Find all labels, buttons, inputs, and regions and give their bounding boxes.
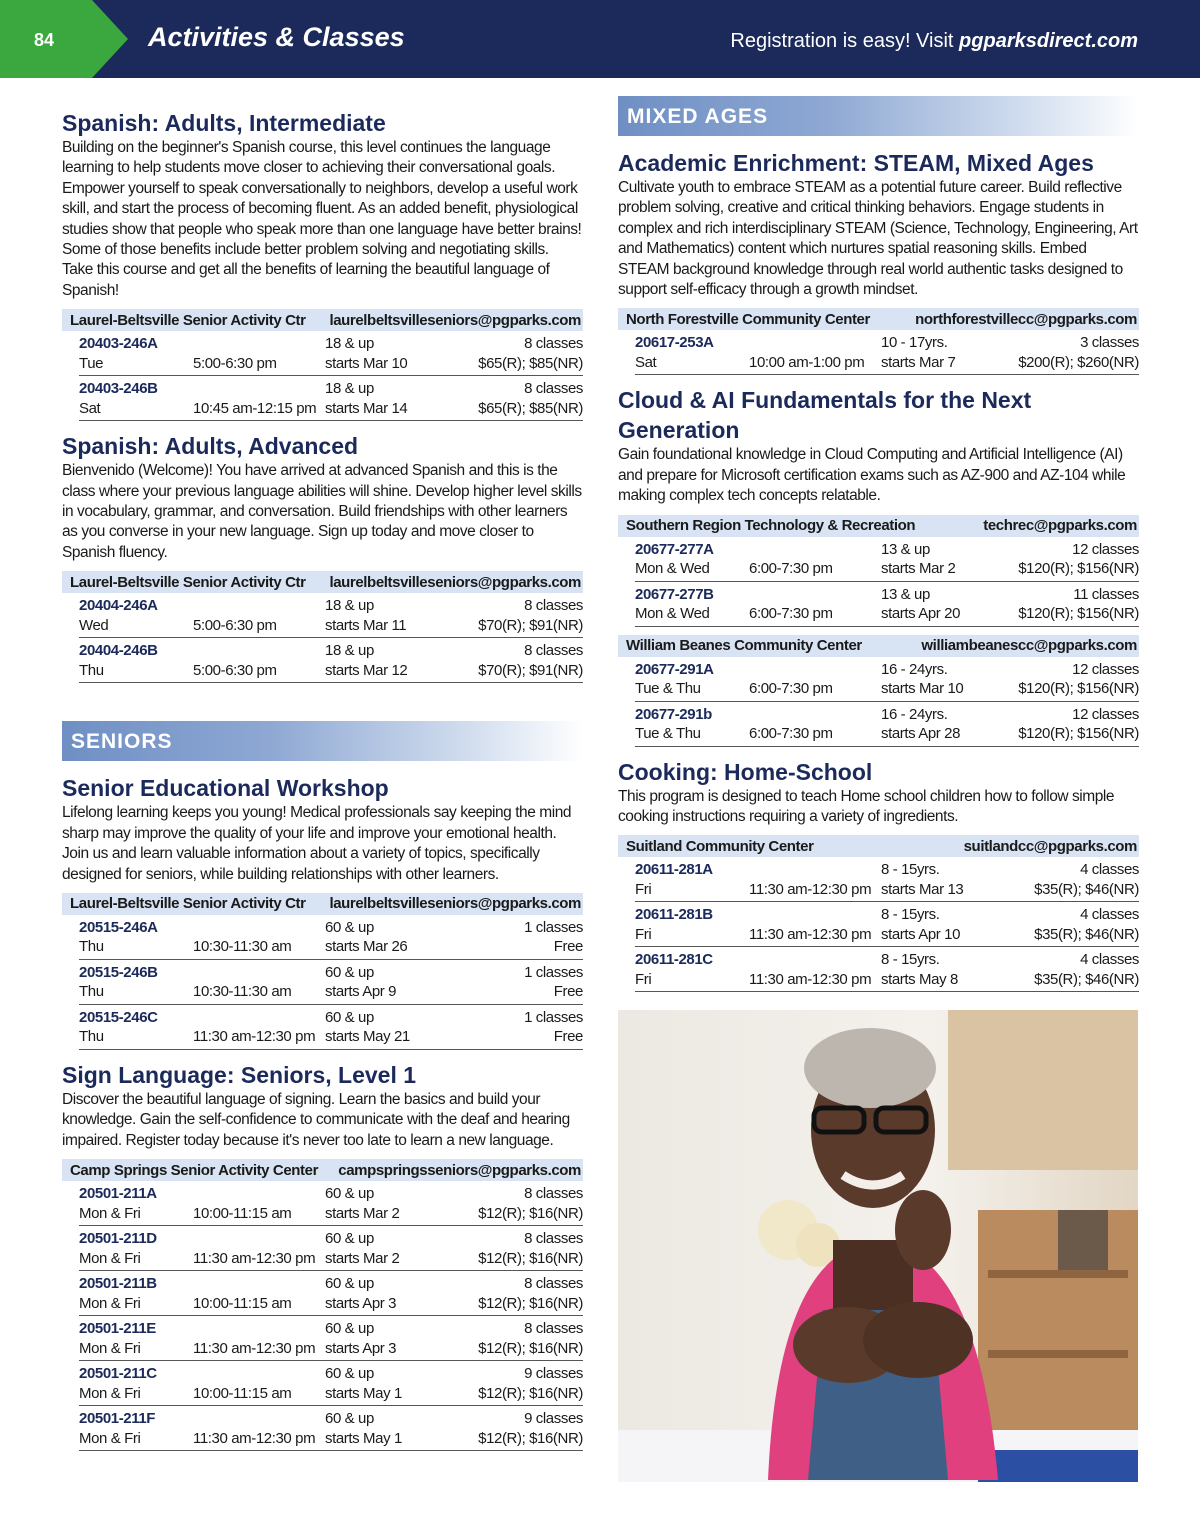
schedule-table [618, 515, 1139, 627]
schedule-row [79, 1226, 583, 1271]
table-header [618, 835, 1139, 857]
schedule-table [62, 1159, 583, 1451]
start-date: starts Mar 10 [325, 354, 408, 372]
course-steam [618, 148, 1139, 375]
class-time: 10:00-11:15 am [193, 1204, 292, 1222]
photo-illustration [618, 1010, 1138, 1482]
course-title: Spanish: Adults, Intermediate [62, 110, 386, 136]
class-fee: $12(R); $16(NR) [478, 1249, 583, 1267]
class-count: 8 classes [524, 1185, 583, 1203]
course-code[interactable]: 20404-246A [79, 597, 158, 615]
age-range: 18 & up [325, 380, 374, 398]
course-description: Cultivate youth to embrace STEAM as a potential future career. Build reflective problem solving, creative and critical thinking behaviors. Engage students in complex and rich interdisciplinary STEAM (Science, Technology, Engineering, Art and Mathematics) content which nurtures spatial reasoning skills. Embed STEAM background knowledge through real world authentic tasks designed to support self-efficacy through a growth mindset. [618, 179, 1138, 299]
schedule-row [635, 582, 1139, 627]
schedule-row [79, 331, 583, 376]
start-date: starts Apr 3 [325, 1294, 397, 1312]
class-time: 11:30 am-12:30 pm [193, 1339, 316, 1357]
schedule-row [79, 1316, 583, 1361]
table-header [62, 1159, 583, 1181]
class-count: 3 classes [1080, 334, 1139, 352]
class-fee: $70(R); $91(NR) [478, 616, 583, 634]
class-fee: $35(R); $46(NR) [1034, 880, 1139, 898]
start-date: starts Mar 11 [325, 616, 407, 634]
schedule-row [79, 1005, 583, 1050]
course-spanish-advanced [62, 431, 583, 683]
schedule-row [635, 537, 1139, 582]
start-date: starts Apr 20 [881, 605, 961, 623]
class-count: 12 classes [1072, 705, 1139, 723]
schedule-row [79, 1361, 583, 1406]
class-fee: $12(R); $16(NR) [478, 1384, 583, 1402]
right-column [618, 96, 1139, 992]
location-email[interactable]: williambeanescc@pgparks.com [921, 637, 1137, 655]
age-range: 13 & up [881, 540, 930, 558]
location-name: Suitland Community Center [626, 837, 814, 855]
class-day: Mon & Fri [79, 1294, 141, 1312]
age-range: 60 & up [325, 1230, 374, 1248]
age-range: 10 - 17yrs. [881, 334, 948, 352]
age-range: 16 - 24yrs. [881, 660, 948, 678]
section-band-seniors: SENIORS [62, 721, 583, 761]
schedule-row [79, 960, 583, 1005]
class-count: 1 classes [524, 918, 583, 936]
age-range: 8 - 15yrs. [881, 861, 940, 879]
age-range: 8 - 15yrs. [881, 906, 940, 924]
location-name: Southern Region Technology & Recreation [626, 517, 916, 535]
class-day: Mon & Fri [79, 1384, 141, 1402]
course-code[interactable]: 20515-246A [79, 918, 158, 936]
class-time: 10:30-11:30 am [193, 983, 292, 1001]
class-count: 8 classes [524, 1275, 583, 1293]
page-number: 84 [34, 30, 55, 50]
course-code[interactable]: 20515-246C [79, 1008, 158, 1026]
schedule-table [618, 835, 1139, 992]
class-time: 11:30 am-12:30 pm [193, 1249, 316, 1267]
class-fee: $12(R); $16(NR) [478, 1339, 583, 1357]
schedule-row [79, 1271, 583, 1316]
class-fee: $12(R); $16(NR) [478, 1204, 583, 1222]
class-day: Thu [79, 661, 104, 679]
course-code[interactable]: 20501-211C [79, 1365, 157, 1383]
location-email[interactable]: laurelbeltsvilleseniors@pgparks.com [329, 573, 581, 591]
class-count: 4 classes [1080, 906, 1139, 924]
table-header [618, 308, 1139, 330]
location-email[interactable]: techrec@pgparks.com [983, 517, 1137, 535]
age-range: 18 & up [325, 597, 374, 615]
class-count: 4 classes [1080, 951, 1139, 969]
class-day: Thu [79, 938, 104, 956]
schedule-row [79, 1181, 583, 1226]
course-code[interactable]: 20677-277B [635, 585, 714, 603]
start-date: starts May 8 [881, 970, 958, 988]
age-range: 60 & up [325, 1275, 374, 1293]
course-code[interactable]: 20404-246B [79, 642, 158, 660]
location-name: Laurel-Beltsville Senior Activity Ctr [70, 573, 306, 591]
table-header [618, 515, 1139, 537]
class-count: 8 classes [524, 597, 583, 615]
class-day: Fri [635, 970, 652, 988]
class-count: 8 classes [524, 335, 583, 353]
age-range: 60 & up [325, 1410, 374, 1428]
class-day: Tue & Thu [635, 725, 701, 743]
start-date: starts Mar 26 [325, 938, 408, 956]
class-count: 8 classes [524, 642, 583, 660]
class-time: 6:00-7:30 pm [749, 560, 833, 578]
class-day: Tue [79, 354, 104, 372]
class-fee: $12(R); $16(NR) [478, 1294, 583, 1312]
class-count: 8 classes [524, 1320, 583, 1338]
start-date: starts Mar 7 [881, 353, 956, 371]
class-count: 1 classes [524, 1008, 583, 1026]
start-date: starts Apr 3 [325, 1339, 397, 1357]
course-code[interactable]: 20501-211D [79, 1230, 157, 1248]
course-code[interactable]: 20501-211A [79, 1185, 157, 1203]
course-sign-language [62, 1060, 583, 1451]
class-time: 6:00-7:30 pm [749, 725, 833, 743]
class-time: 11:30 am-12:30 pm [749, 880, 872, 898]
table-header [62, 571, 583, 593]
start-date: starts Mar 14 [325, 399, 408, 417]
photo-woman-signing [618, 1010, 1138, 1482]
location-email[interactable]: campspringsseniors@pgparks.com [338, 1161, 581, 1179]
class-fee: Free [553, 938, 583, 956]
table-header [62, 893, 583, 915]
location-name: North Forestville Community Center [626, 310, 870, 328]
class-fee: Free [553, 983, 583, 1001]
start-date: starts Apr 28 [881, 725, 961, 743]
class-fee: $120(R); $156(NR) [1018, 725, 1139, 743]
left-column [62, 108, 583, 1451]
class-day: Mon & Fri [79, 1249, 141, 1267]
location-name: William Beanes Community Center [626, 637, 862, 655]
location-name: Laurel-Beltsville Senior Activity Ctr [70, 895, 306, 913]
course-description: Discover the beautiful language of signing. Learn the basics and build your knowledge. Gain the self-confidence to communicate with the deaf and hearing impaired. Register today because it's never too late to learn a new language. [62, 1090, 570, 1149]
section-band-mixed-ages: MIXED AGES [618, 96, 1139, 136]
class-time: 11:30 am-12:30 pm [749, 970, 872, 988]
age-range: 60 & up [325, 963, 374, 981]
class-fee: $35(R); $46(NR) [1034, 925, 1139, 943]
class-time: 11:30 am-12:30 pm [193, 1429, 316, 1447]
class-count: 4 classes [1080, 861, 1139, 879]
age-range: 13 & up [881, 585, 930, 603]
class-fee: $70(R); $91(NR) [478, 661, 583, 679]
class-day: Sat [79, 399, 101, 417]
course-cloud-ai [618, 385, 1139, 746]
start-date: starts Apr 9 [325, 983, 397, 1001]
class-day: Wed [79, 616, 109, 634]
class-count: 9 classes [524, 1365, 583, 1383]
start-date: starts May 1 [325, 1429, 402, 1447]
class-time: 10:45 am-12:15 pm [193, 399, 317, 417]
class-day: Mon & Wed [635, 605, 710, 623]
class-fee: $65(R); $85(NR) [478, 354, 583, 372]
registration-prefix: Registration is easy! Visit [730, 30, 960, 52]
course-code[interactable]: 20677-291b [635, 705, 712, 723]
class-fee: $12(R); $16(NR) [478, 1429, 583, 1447]
age-range: 60 & up [325, 1365, 374, 1383]
start-date: starts May 21 [325, 1028, 410, 1046]
class-count: 12 classes [1072, 660, 1139, 678]
class-day: Mon & Wed [635, 560, 710, 578]
age-range: 60 & up [325, 1320, 374, 1338]
page-header [0, 0, 1200, 78]
start-date: starts Mar 13 [881, 880, 964, 898]
schedule-row [79, 915, 583, 960]
course-code[interactable]: 20677-277A [635, 540, 714, 558]
age-range: 16 - 24yrs. [881, 705, 948, 723]
course-cooking [618, 757, 1139, 993]
course-description: Building on the beginner's Spanish course, this level continues the language learning to help students move closer to achieving their conversational goals. Empower yourself to speak conversationally to neighbors, develop a useful work skill, and start the process of becoming fluent. As an added benefit, physiological studies show that people who speak more than one language have better brains! Some of those benefits include better problem solving and negotiating skills. Take this course and get all the benefits of learning the beautiful language of Spanish! [62, 139, 582, 299]
course-code[interactable]: 20403-246A [79, 335, 158, 353]
class-count: 8 classes [524, 1230, 583, 1248]
course-title: Sign Language: Seniors, Level 1 [62, 1061, 417, 1088]
class-day: Thu [79, 1028, 104, 1046]
location-email[interactable]: laurelbeltsvilleseniors@pgparks.com [329, 895, 581, 913]
page-number-tab [0, 0, 128, 78]
course-title: Cooking: Home-School [618, 758, 873, 785]
class-day: Thu [79, 983, 104, 1001]
class-time: 6:00-7:30 pm [749, 605, 833, 623]
course-spanish-intermediate [62, 108, 583, 421]
class-fee: $120(R); $156(NR) [1018, 560, 1139, 578]
class-fee: $120(R); $156(NR) [1018, 605, 1139, 623]
class-time: 10:00-11:15 am [193, 1384, 292, 1402]
class-time: 10:30-11:30 am [193, 938, 292, 956]
course-senior-workshop [62, 773, 583, 1050]
course-code[interactable]: 20501-211F [79, 1410, 156, 1428]
location-email[interactable]: northforestvillecc@pgparks.com [915, 310, 1137, 328]
table-header [62, 309, 583, 331]
schedule-row [635, 857, 1139, 902]
course-code[interactable]: 20611-281A [635, 861, 713, 879]
class-time: 5:00-6:30 pm [193, 616, 277, 634]
class-day: Tue & Thu [635, 680, 701, 698]
registration-text [730, 30, 1138, 53]
schedule-row [635, 947, 1139, 992]
course-code[interactable]: 20611-281C [635, 951, 713, 969]
class-day: Fri [635, 925, 652, 943]
class-fee: $200(R); $260(NR) [1018, 353, 1139, 371]
course-code[interactable]: 20611-281B [635, 906, 713, 924]
age-range: 8 - 15yrs. [881, 951, 940, 969]
class-day: Mon & Fri [79, 1429, 141, 1447]
course-code[interactable]: 20677-291A [635, 660, 714, 678]
schedule-table [618, 635, 1139, 747]
schedule-row [79, 376, 583, 421]
course-description: This program is designed to teach Home school children how to follow simple cooking instructions requiring a variety of ingredients. [618, 787, 1115, 826]
course-description: Gain foundational knowledge in Cloud Computing and Artificial Intelligence (AI) and prepare for Microsoft certification exams such as AZ-900 and AZ-104 while making complex tech concepts relatable. [618, 446, 1126, 505]
schedule-row [635, 657, 1139, 702]
course-title: Academic Enrichment: STEAM, Mixed Ages [618, 150, 1094, 176]
class-count: 9 classes [524, 1410, 583, 1428]
course-description: Bienvenido (Welcome)! You have arrived at advanced Spanish and this is the class where your previous language abilities will shine. Develop higher level skills in vocabulary, grammar, and conversation. Build friendships with other learners as you converse in your new language. Sign up today and move closer to Spanish fluency. [62, 462, 582, 561]
class-day: Mon & Fri [79, 1204, 141, 1222]
class-day: Sat [635, 353, 657, 371]
class-count: 12 classes [1072, 540, 1139, 558]
age-range: 60 & up [325, 1008, 374, 1026]
class-count: 8 classes [524, 380, 583, 398]
course-code[interactable]: 20617-253A [635, 334, 714, 352]
age-range: 60 & up [325, 918, 374, 936]
class-time: 5:00-6:30 pm [193, 661, 277, 679]
registration-link[interactable]: pgparksdirect.com [959, 30, 1138, 52]
start-date: starts Apr 10 [881, 925, 961, 943]
class-day: Fri [635, 880, 652, 898]
class-time: 11:30 am-12:30 pm [193, 1028, 316, 1046]
course-code[interactable]: 20515-246B [79, 963, 158, 981]
course-description: Lifelong learning keeps you young! Medical professionals say keeping the mind sharp may improve the quality of your life and improve your emotional health. Join us and learn valuable information about a variety of topics, specifically designed for seniors, while building relationships with other learners. [62, 804, 572, 883]
start-date: starts May 1 [325, 1384, 402, 1402]
class-count: 1 classes [524, 963, 583, 981]
schedule-table [62, 893, 583, 1050]
age-range: 18 & up [325, 335, 374, 353]
class-day: Mon & Fri [79, 1339, 141, 1357]
course-title: Spanish: Adults, Advanced [62, 433, 359, 460]
class-fee: $35(R); $46(NR) [1034, 970, 1139, 988]
course-title: Cloud & AI Fundamentals for the Next Generation [618, 387, 1032, 444]
schedule-row [79, 638, 583, 683]
table-header [618, 635, 1139, 657]
schedule-row [79, 1406, 583, 1451]
location-email[interactable]: laurelbeltsvilleseniors@pgparks.com [329, 311, 581, 329]
course-code[interactable]: 20403-246B [79, 380, 158, 398]
section-title: Activities & Classes [148, 22, 405, 52]
schedule-row [79, 593, 583, 638]
location-email[interactable]: suitlandcc@pgparks.com [963, 837, 1137, 855]
schedule-table [618, 308, 1139, 375]
class-time: 11:30 am-12:30 pm [749, 925, 872, 943]
age-range: 18 & up [325, 642, 374, 660]
start-date: starts Mar 2 [325, 1249, 400, 1267]
schedule-row [635, 902, 1139, 947]
schedule-row [635, 702, 1139, 747]
class-count: 11 classes [1073, 585, 1139, 603]
class-time: 6:00-7:30 pm [749, 680, 833, 698]
age-range: 60 & up [325, 1185, 374, 1203]
schedule-table [62, 571, 583, 683]
class-fee: Free [553, 1028, 583, 1046]
course-code[interactable]: 20501-211B [79, 1275, 157, 1293]
schedule-row [635, 330, 1139, 375]
location-name: Camp Springs Senior Activity Center [70, 1161, 319, 1179]
class-fee: $120(R); $156(NR) [1018, 680, 1139, 698]
course-title: Senior Educational Workshop [62, 775, 389, 802]
start-date: starts Mar 2 [325, 1204, 400, 1222]
location-name: Laurel-Beltsville Senior Activity Ctr [70, 311, 306, 329]
start-date: starts Mar 10 [881, 680, 964, 698]
course-code[interactable]: 20501-211E [79, 1320, 156, 1338]
class-fee: $65(R); $85(NR) [478, 399, 583, 417]
start-date: starts Mar 12 [325, 661, 408, 679]
class-time: 5:00-6:30 pm [193, 354, 277, 372]
class-time: 10:00 am-1:00 pm [749, 353, 865, 371]
start-date: starts Mar 2 [881, 560, 956, 578]
class-time: 10:00-11:15 am [193, 1294, 292, 1312]
schedule-table [62, 309, 583, 421]
